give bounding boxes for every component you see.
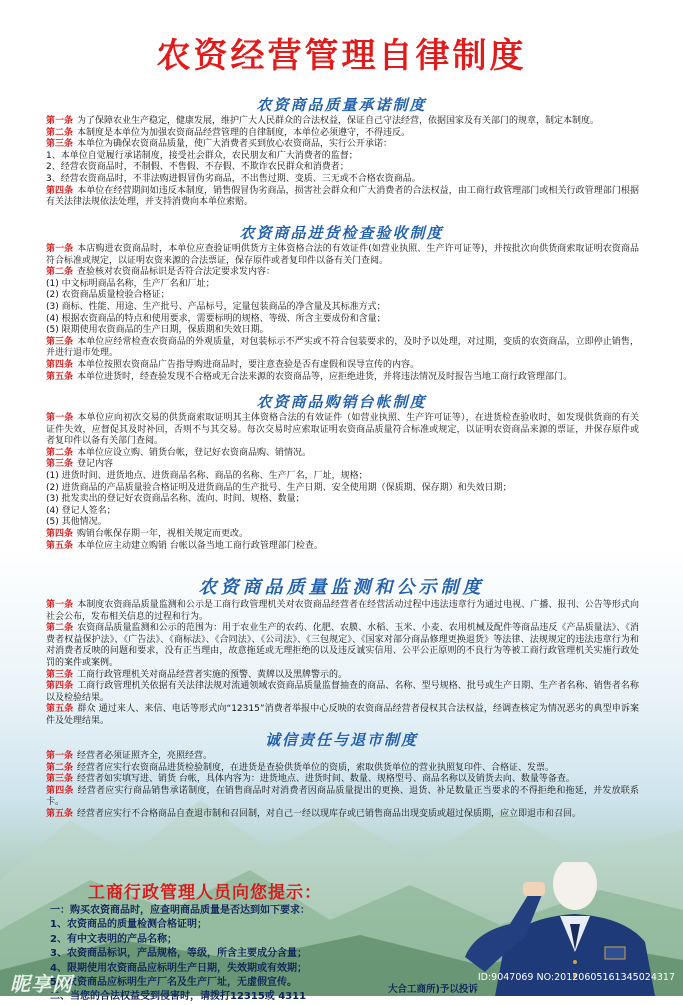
list-item: (1) 中文标明商品名称，生产厂名和厂址； bbox=[46, 278, 215, 289]
list-item: (5) 限期使用农资商品的生产日期，保质期和失效日期。 bbox=[46, 325, 269, 336]
article-text: 经营者应实行农资商品进货检验制度，在进货是查验供货单位的资质，索取供货单位的营业执照复印件、合格证、发票。 bbox=[77, 762, 555, 773]
section-title: 农资商品购销台帐制度 bbox=[256, 393, 427, 411]
article bbox=[0, 681, 683, 704]
article-number: 第三条 bbox=[46, 336, 74, 347]
article-number: 第二条 bbox=[46, 762, 74, 773]
section-quality-promise bbox=[0, 94, 683, 209]
article bbox=[0, 541, 683, 553]
article-text: 本制度是本单位为加强农资商品经营管理的自律制度，本单位必须遵守，不得违反。 bbox=[77, 127, 411, 138]
article-text: 群众 通过来人、来信、电话等形式向“12315”消费者举报中心反映的农资商品经营者侵权其合法权益，经调查核定为情况恶劣的典型申诉案件及处理结果。 bbox=[46, 704, 639, 726]
notice-item: 二、当您的合法权益受到侵害时，请拨打12315或 4311 bbox=[50, 991, 307, 1003]
article-number: 第四条 bbox=[46, 359, 74, 370]
list-item: (2) 农资商品质量检验合格证； bbox=[46, 290, 170, 301]
article-number: 第一条 bbox=[46, 116, 74, 126]
article bbox=[0, 670, 683, 682]
section-sales-ledger bbox=[0, 391, 683, 552]
article bbox=[0, 337, 683, 360]
article bbox=[0, 372, 683, 384]
article-text: 本单位应主动建立购销 台帐以备当地工商行政管理部门检查。 bbox=[77, 540, 323, 551]
notice-item: 5、农资商品应标明生产厂名及生产厂址，无虚假宣传。 bbox=[50, 977, 297, 989]
article-number: 第五条 bbox=[46, 808, 74, 819]
article-number: 第四条 bbox=[46, 681, 74, 692]
article-number: 第四条 bbox=[46, 185, 74, 196]
notice-item: 2、有中文表明的产品名称； bbox=[50, 933, 177, 945]
section-quality-monitoring bbox=[0, 573, 683, 728]
article bbox=[0, 529, 683, 541]
section-purchase-inspection bbox=[0, 222, 683, 383]
list-item: 1、本单位自觉履行承诺制度，接受社会群众，农民朋友和广大消费者的监督； bbox=[46, 150, 358, 161]
article-text: 经营者应实行不合格商品自查退市制和召回制，对自己一经以现库存或已销售商品出现变质或超过保质期，应立即退市和召回。 bbox=[77, 808, 582, 819]
article-number: 第一条 bbox=[46, 600, 74, 610]
article bbox=[0, 139, 683, 151]
article-number: 第四条 bbox=[46, 528, 74, 539]
list-item: (4) 根据农资商品的特点和使用要求，需要标明的规格、等级、所含主要成份和含量； bbox=[46, 313, 386, 324]
watermark-bar bbox=[0, 960, 683, 996]
article-text: 登记内容 bbox=[77, 459, 114, 470]
article-text: 工商行政管理机关依据有关法律法规对流通领域农资商品质量监督抽查的商品、名称、型号规格、批号或生产日期、生产者名称、销售者名称以及检验结果。 bbox=[46, 681, 639, 703]
article bbox=[0, 116, 683, 128]
article-number: 第三条 bbox=[46, 139, 74, 150]
article-text: 查验核对农资商品标识是否符合法定要求发内容： bbox=[77, 267, 276, 278]
article bbox=[0, 809, 683, 821]
watermark-logo: 昵享网 bbox=[10, 972, 73, 996]
list-item: 2、经营农资商品时，不制假、不售假、不存假、不欺诈农民群众和消费者； bbox=[46, 162, 349, 173]
article bbox=[0, 774, 683, 786]
article bbox=[0, 128, 683, 140]
section-title: 诚信责任与退市制度 bbox=[264, 731, 418, 749]
notice-item: 4、限期使用农资商品应标明生产日期，失效期或有效期； bbox=[50, 962, 307, 974]
article bbox=[0, 186, 683, 209]
article-text: 本单位按照农资商品广告指导购进商品时，要注意查验是否有虚假和误导宣传的内容。 bbox=[77, 359, 420, 370]
article bbox=[0, 763, 683, 775]
article bbox=[0, 448, 683, 460]
article-number: 第三条 bbox=[46, 669, 74, 680]
article bbox=[0, 267, 683, 279]
notice-item: 1、农资商品的质量检测合格证明； bbox=[50, 919, 207, 931]
article-text: 本制度农资商品质量监测和公示是工商行政管理机关对农资商品经营者在经营活动过程中违法违章行为通过电视、广播、报刊、公告等形式向社会公布，发布相关信息的过程和行为。 bbox=[46, 600, 639, 622]
article bbox=[0, 600, 683, 623]
section-title: 农资商品质量承诺制度 bbox=[256, 96, 427, 114]
article-number: 第二条 bbox=[46, 267, 74, 278]
list-item: (5) 其他情况。 bbox=[46, 517, 107, 528]
article-text: 本单位为确保农资商品质量，使广大消费者买到放心农资商品，实行公开承诺： bbox=[77, 139, 393, 150]
article-text: 经营者必须证照齐全，亮照经营。 bbox=[77, 751, 213, 761]
article-text: 本店购进农资商品时，本单位应查验证明供货方主体资格合法的有效证件(如营业执照、生产许可证等)，并按批次向供货商索取证明农资商品符合标准或规定，以证明农资来源的合法票证，保存原件或者复印件以备有关门查阅。 bbox=[46, 244, 639, 266]
section-integrity-withdrawal bbox=[0, 729, 683, 821]
notice-item: 3、农资商品标识，产品规格，等级，所含主要成分含量； bbox=[50, 948, 307, 960]
list-item: (3) 商标、性能、用途、生产批号、产品标号，定量包装商品的净含量及其标准方式； bbox=[46, 301, 386, 312]
article bbox=[0, 704, 683, 727]
list-item: (3) 批发卖出的登记好农资商品名称、流向、时间、规格、数量； bbox=[46, 494, 305, 505]
article-text: 为了保障农业生产稳定，健康发展，维护广大人民群众的合法权益，保证自己守法经营，依据国家及有关部门的规章，制定本制度。 bbox=[77, 116, 600, 126]
article bbox=[0, 786, 683, 809]
article-text: 本单位应向初次交易的供货商索取证明其主体资格合法的有效证件（如营业执照、生产许可证等），在进货检查验收时，如发现供货商的有关证件失效，应督促其及时补回，否则不与其交易。每次交易时应索取证明农资商品质量符合标准或规定，以证明农资商品来源的票证，并保存原件或者复印件以备有关部门查阅。 bbox=[46, 413, 639, 447]
article bbox=[0, 413, 683, 448]
notice-title: 工商行政管理人员向您提示： bbox=[88, 883, 322, 903]
article-number: 第二条 bbox=[46, 447, 74, 458]
article-text: 经营者如实填写进、销货 台帐，具体内容为：进货地点、进货时间、数量、规格型号、商品名称以及销货去向、数量等备查。 bbox=[77, 774, 575, 785]
article-text: 经营者应实行商品销售承诺制度，在销售商品时对消费者因商品质量提出的更换、退货、补足数量正当要求的不得拒绝和拖延，并发放联系卡。 bbox=[46, 785, 639, 808]
article bbox=[0, 459, 683, 471]
article-number: 第一条 bbox=[46, 751, 74, 761]
article-number: 第五条 bbox=[46, 540, 74, 551]
article bbox=[0, 244, 683, 267]
shop-name: 大合工商所)予以投诉 bbox=[388, 984, 478, 995]
section-title: 农资商品质量监测和公示制度 bbox=[198, 577, 485, 598]
article bbox=[0, 360, 683, 372]
section-title: 农资商品进货检查验收制度 bbox=[239, 224, 444, 242]
article-number: 第三条 bbox=[46, 774, 74, 785]
article-text: 购销台帐保存期一年，视相关规定而更改。 bbox=[77, 528, 249, 539]
article-text: 本单位在经营期间如违反本制度，销售假冒伪劣商品，损害社会群众和广大消费者的合法权益，由工商行政管理部门或相关行政管理部门根据有关法律法规依法处理，并支持消费向本单位索赔。 bbox=[46, 185, 639, 208]
page-title: 农资经营管理自律制度 bbox=[156, 36, 527, 76]
article-number: 第三条 bbox=[46, 459, 74, 470]
article-number: 第二条 bbox=[46, 127, 74, 138]
article-text: 本单位应设立购、销货台帐，登记好农资商品购、销情况。 bbox=[77, 447, 312, 458]
article-number: 第一条 bbox=[46, 413, 74, 423]
article bbox=[0, 751, 683, 763]
list-item: (4) 登记人签名； bbox=[46, 505, 116, 516]
article-number: 第一条 bbox=[46, 244, 74, 254]
list-item: (2) 进货商品的产品质量验合格证明及进货商品的生产批号、生产日期、安全使用期（保质期、保存期）和失效日期； bbox=[46, 482, 512, 493]
notice-item: 一：购买农资商品时，应查明商品质量是否达到如下要求： bbox=[50, 905, 310, 916]
watermark-id: ID:9047069 NO:20120605161345024317 bbox=[477, 972, 675, 983]
article-text: 本单位应经常检查农资商品的外观质量，对包装标示不严实或不符合包装要求的，及时予以处理，对过期，变质的农资商品，立即停止销售，并进行退市处理。 bbox=[46, 336, 639, 359]
article-number: 第四条 bbox=[46, 785, 74, 796]
article-number: 第五条 bbox=[46, 704, 74, 715]
article bbox=[0, 623, 683, 669]
article-number: 第二条 bbox=[46, 623, 74, 634]
list-item: 3、经营农资商品时，不非法购进假冒伪劣商品，不出售过期、变质、三无或不合格农资商品。 bbox=[46, 173, 421, 184]
article-text: 本单位进货时，经查验发现不合格或无合法来源的农资商品等，应拒绝进货，并将违法情况及时报告当地工商行政管理部门。 bbox=[77, 371, 573, 382]
article-text: 工商行政管理机关对商品经营者实施的预警、黄牌以及黑牌警示的。 bbox=[77, 669, 348, 680]
article-text: 农资商品质量监测和公示的范围为：用于农业生产的农药、化肥、农膜、水稻、玉米、小麦、农用机械及配件等商品违反《产品质量法》、《消费者权益保护法》、《广告法》、《商标法》、《合同法》、《公司法》、《三包规定》、《国家对部分商品修理更换退货》等法律、法规规定的违法违章行为和对消费者反映的问题和要求，没有正当理由，故意拖延或无理拒绝的以及违反诚实信用、公平公正原则的不良行为等被工商行政管理机关实施行政处罚的案件或案例。 bbox=[46, 623, 639, 668]
list-item: (1) 进货时间、进货地点、进货商品名称、商品的名称、生产厂名，厂址，规格； bbox=[46, 470, 368, 481]
article-number: 第五条 bbox=[46, 371, 74, 382]
